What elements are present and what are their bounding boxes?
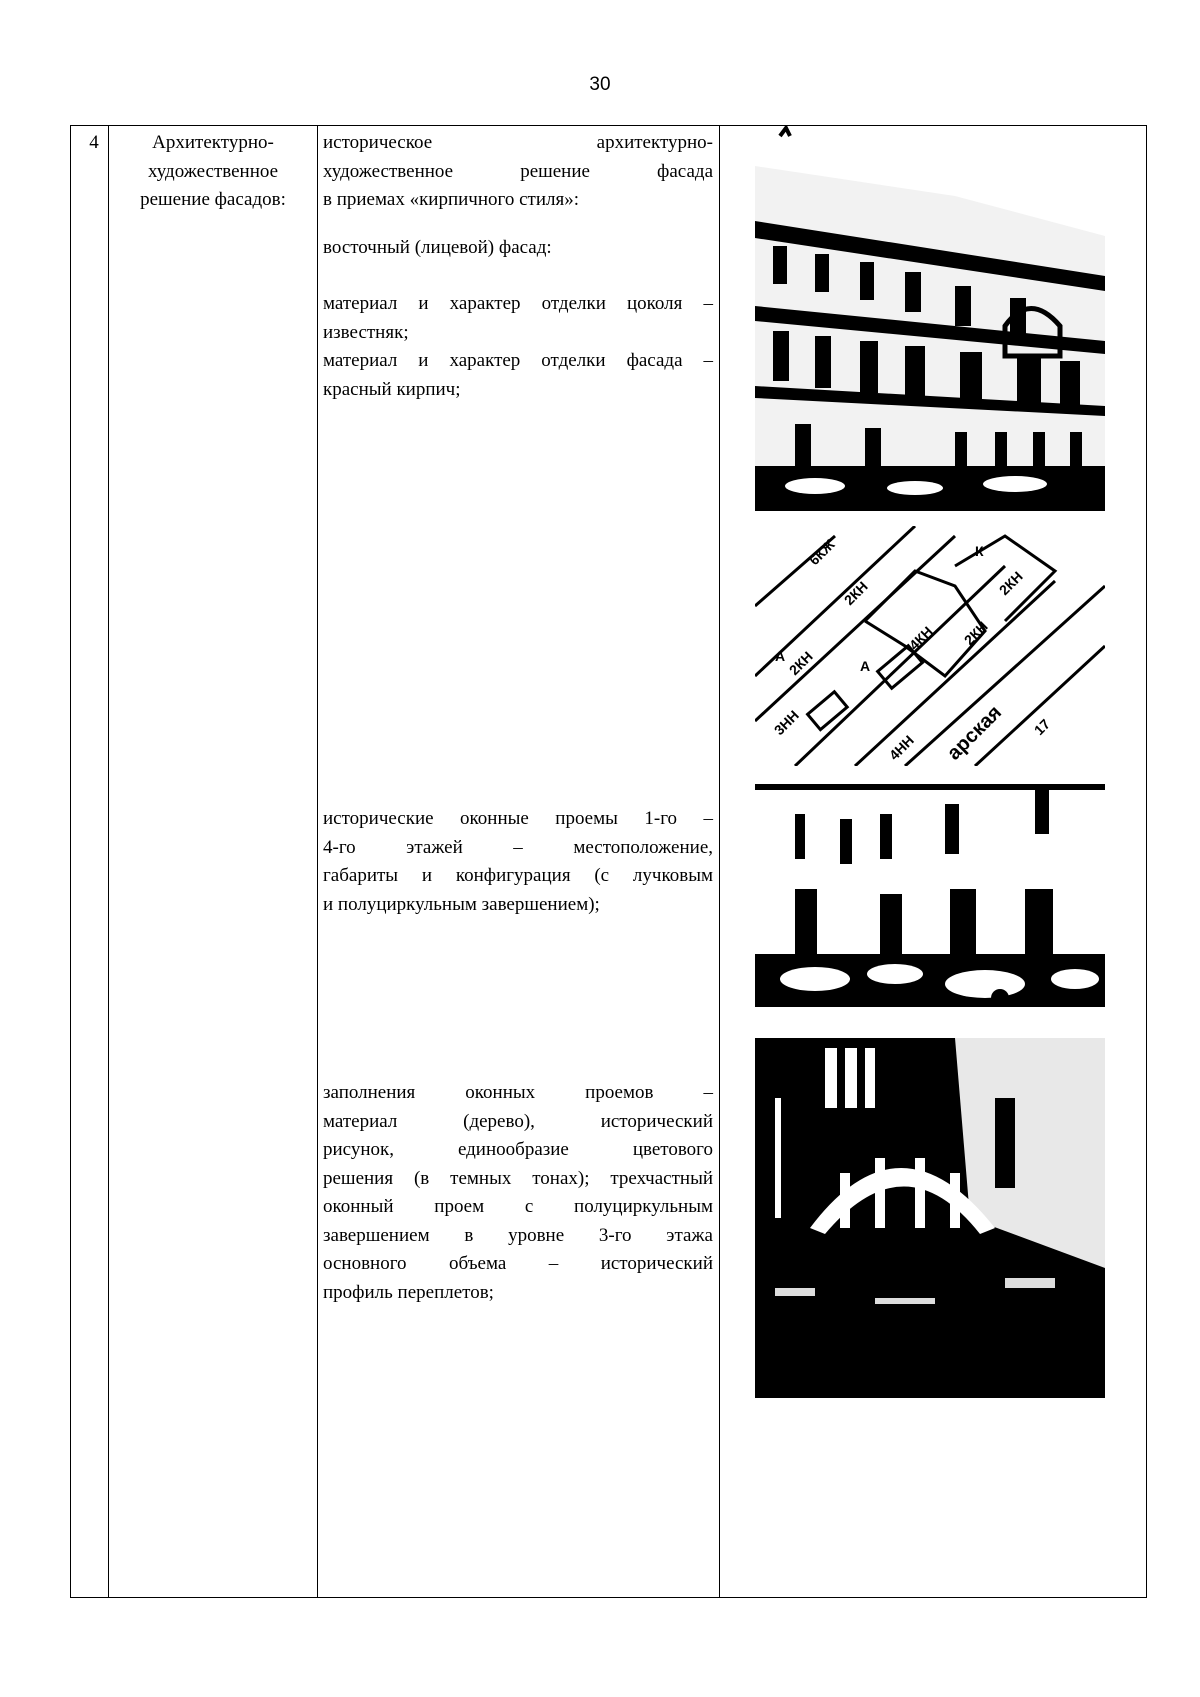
- map-label: 17: [1030, 715, 1054, 739]
- desc-line: основного объема – исторический: [323, 1253, 713, 1274]
- site-plan-map: [755, 526, 1105, 766]
- column-divider: [317, 126, 318, 1597]
- column-divider: [108, 126, 109, 1597]
- desc-line: габариты и конфигурация (с лучковым: [323, 865, 713, 886]
- desc-line: решения (в темных тонах); трехчастный: [323, 1167, 713, 1189]
- map-label: 2КН: [960, 618, 991, 649]
- desc-line: рисунок, единообразие цветового: [323, 1139, 713, 1160]
- row-number: 4: [89, 132, 99, 153]
- map-label: 3НН: [770, 706, 802, 739]
- desc-historic-solution: [323, 129, 713, 215]
- column-divider: [719, 126, 720, 1597]
- map-label: 2КН: [995, 568, 1026, 599]
- map-label: А: [775, 648, 786, 664]
- desc-line: оконный проем с полуциркульным: [323, 1196, 713, 1217]
- content-table: [70, 125, 1147, 1598]
- arched-window-photo: [755, 1038, 1105, 1398]
- map-label: 4КН: [905, 623, 936, 654]
- map-label: А: [860, 658, 871, 674]
- desc-window-openings: [323, 805, 713, 919]
- map-label: арская: [942, 701, 1007, 765]
- desc-line: и полуциркульным завершением);: [323, 893, 600, 915]
- desc-line: 4-го этажей – местоположение,: [323, 836, 713, 858]
- map-label: 2КН: [840, 578, 871, 609]
- desc-line: заполнения оконных проемов –: [323, 1082, 713, 1103]
- desc-line: завершением в уровне 3-го этажа: [323, 1224, 713, 1246]
- desc-facade-material: [323, 347, 713, 404]
- desc-line: исторические оконные проемы 1-го –: [323, 808, 713, 829]
- row-name: Архитектурно-художественное решение фасадов:: [140, 132, 286, 210]
- map-label: 6КЖ: [805, 536, 838, 569]
- desc-line: материал и характер отделки цоколя –: [323, 293, 713, 314]
- desc-plinth: [323, 290, 713, 347]
- desc-line: красный кирпич;: [323, 378, 461, 400]
- desc-line: историческое архитектурно-: [323, 132, 713, 153]
- facade-photo: [755, 126, 1105, 511]
- desc-line: известняк;: [323, 321, 409, 343]
- desc-line: профиль переплетов;: [323, 1281, 494, 1303]
- desc-window-fillings: [323, 1079, 713, 1307]
- desc-line: материал и характер отделки фасада –: [323, 350, 713, 371]
- page-number: 30: [589, 74, 611, 95]
- window-openings-photo: [755, 784, 1105, 1007]
- map-label: К: [975, 543, 984, 559]
- desc-line: художественное решение фасада: [323, 160, 713, 182]
- desc-line: в приемах «кирпичного стиля»:: [323, 189, 579, 210]
- map-label: 2КН: [785, 648, 816, 679]
- desc-line: материал (дерево), исторический: [323, 1110, 713, 1132]
- map-label: 4НН: [885, 731, 917, 764]
- desc-east-facade: восточный (лицевой) фасад:: [323, 237, 552, 258]
